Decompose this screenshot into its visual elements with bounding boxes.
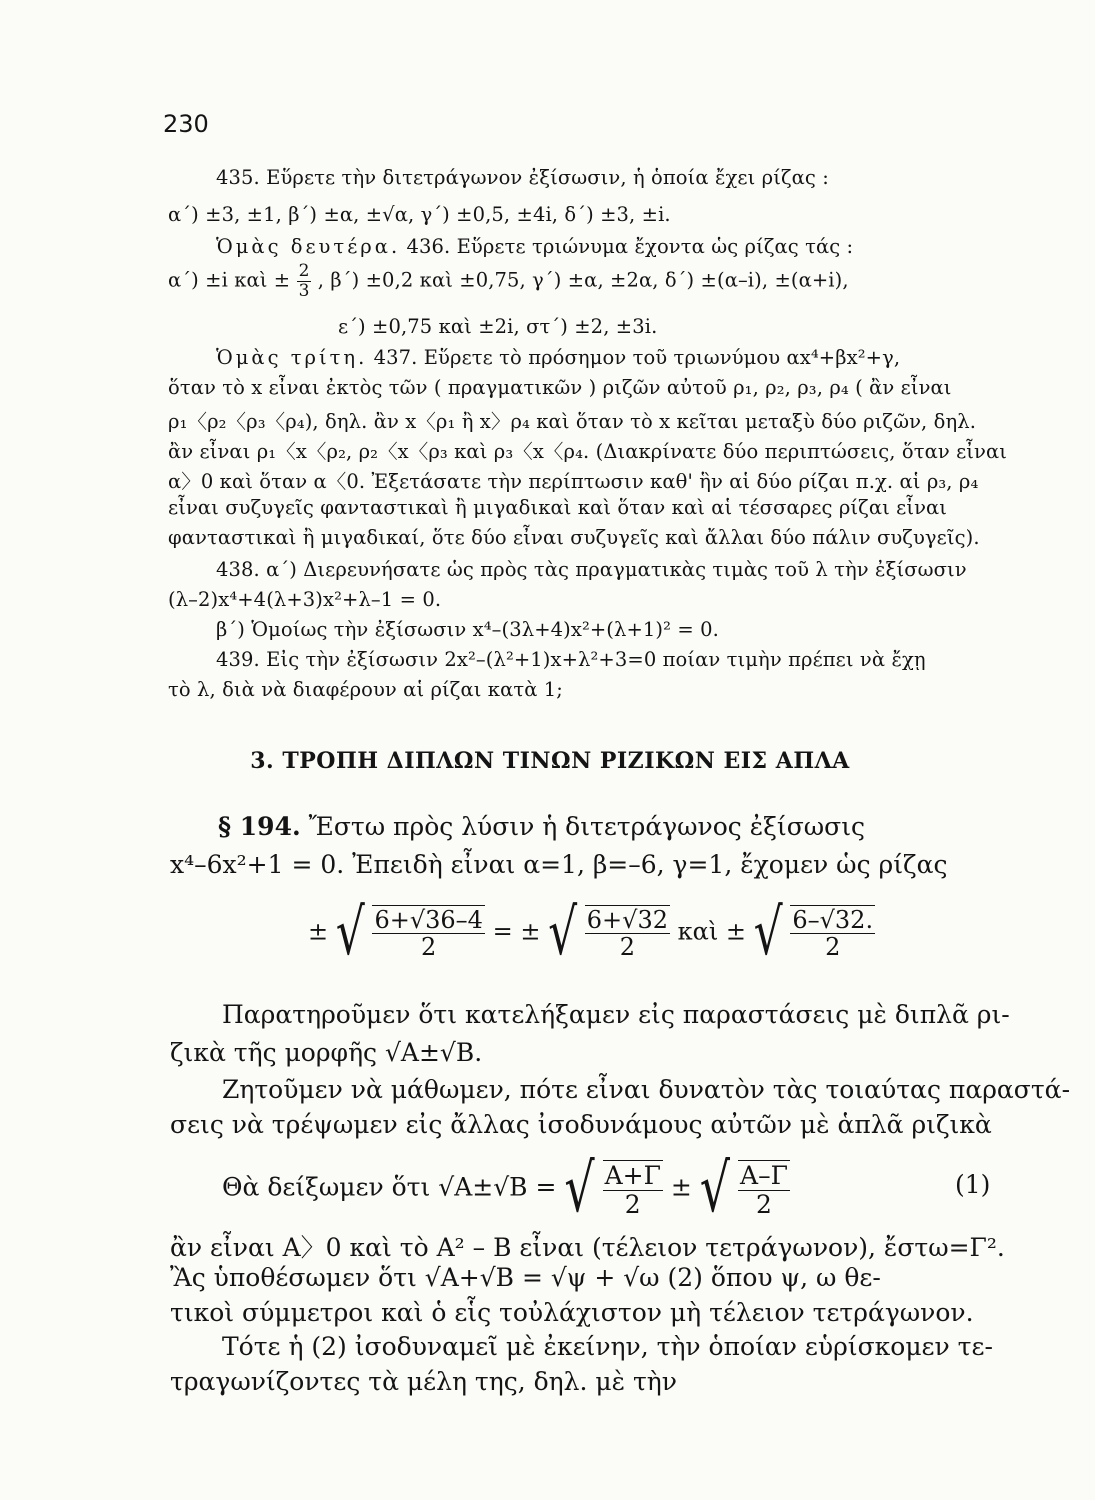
exercise-436-intro: 436. Εὕρετε τριώνυμα ἔχοντα ὡς ρίζας τάς : (406, 235, 854, 258)
exercise-439-line1: 439. Εἰς τὴν ἐξίσωσιν 2x²–(λ²+1)x+λ²+3=0 ποίαν τιμὴν πρέπει νὰ ἔχῃ (216, 648, 926, 671)
group-two-line (168, 235, 1066, 258)
equation-1-radical-1 (564, 1150, 663, 1228)
fraction-numerator: 2 (298, 261, 310, 281)
radical-sign: √ (548, 895, 578, 970)
paragraph-4-line1: Τότε ἡ (2) ἰσοδυναμεῖ μὲ ἐκείνην, τὴν ὁποίαν εὑρίσκομεν τε- (222, 1332, 993, 1361)
radical-1-fraction (372, 905, 484, 961)
equation-1-denominator-2: 2 (756, 1189, 772, 1219)
plus-minus-sign: ± (308, 917, 329, 946)
radical-3-fraction (790, 905, 875, 961)
page-number: 230 (163, 110, 209, 138)
exercise-435-options: α΄) ±3, ±1, β΄) ±α, ±√α, γ΄) ±0,5, ±4i, δ΄) ±3, ±i. (168, 203, 671, 226)
exercise-439-line2: τὸ λ, διὰ νὰ διαφέρουν αἱ ρίζαι κατὰ 1; (168, 678, 563, 701)
group-three-label: Ὁμὰς τρίτη. (216, 346, 368, 369)
equals-plus-minus: = ± (492, 917, 541, 946)
roots-equation (308, 895, 875, 970)
radical-3-numerator: 6–√32. (792, 906, 874, 934)
section-194-text: Ἔστω πρὸς λύσιν ἡ διτετράγωνος ἐξίσωσις (308, 812, 866, 841)
equation-1-numerator-1: A+Γ (604, 1161, 661, 1190)
radical-1 (335, 895, 485, 970)
equation-1-numerator-2: A–Γ (740, 1161, 788, 1190)
exercise-435-intro: 435. Εὕρετε τὴν διτετράγωνον ἐξίσωσιν, ἡ ὁποία ἔχει ρίζας : (216, 166, 829, 189)
option-a-suffix: , β΄) ±0,2 καὶ ±0,75, γ΄) ±α, ±2α, δ΄) ±(α–i), ±(α+i), (317, 268, 849, 292)
equation-1-plus-minus: ± (670, 1172, 692, 1202)
exercise-438-line3: β΄) Ὁμοίως τὴν ἐξίσωσιν x⁴–(3λ+4)x²+(λ+1)² = 0. (216, 618, 719, 641)
exercise-437-line: εἶναι συζυγεῖς φανταστικαὶ ἢ μιγαδικαὶ καὶ ὅταν καὶ αἱ τέσσαρες ρίζαι εἶναι (168, 496, 948, 519)
section-194-line1 (218, 812, 1058, 841)
radical-2-numerator: 6+√32 (586, 906, 668, 934)
radical-3 (753, 895, 875, 970)
exercise-437-line: ὅταν τὸ x εἶναι ἐκτὸς τῶν ( πραγματικῶν ) ριζῶν αὐτοῦ ρ₁, ρ₂, ρ₃, ρ₄ ( ἂν εἶναι (168, 376, 952, 399)
paragraph-1-line2: ζικὰ τῆς μορφῆς √A±√B. (170, 1038, 483, 1067)
exercise-437-line: 437. Εὕρετε τὸ πρόσημον τοῦ τριωνύμου αx⁴+βx²+γ, (373, 346, 901, 369)
paragraph-3-line1: ἂν εἶναι A〉0 καὶ τὸ A² – B εἶναι (τέλειον τετράγωνον), ἔστω=Γ². (170, 1233, 1005, 1262)
option-a-prefix: α΄) ±i καὶ ± (168, 268, 291, 292)
radical-2 (548, 895, 670, 970)
section-194-line2: x⁴–6x²+1 = 0. Ἐπειδὴ εἶναι α=1, β=–6, γ=1, ἔχομεν ὡς ρίζας (170, 850, 948, 879)
paragraph-2-line2: σεις νὰ τρέψωμεν εἰς ἄλλας ἰσοδυνάμους αὐτῶν μὲ ἁπλᾶ ριζικὰ (170, 1110, 992, 1139)
radical-2-denominator: 2 (619, 933, 636, 962)
equation-1-prefix: Θὰ δείξωμεν ὅτι √A±√B = (222, 1172, 557, 1202)
exercise-438-line1: 438. α΄) Διερευνήσατε ὡς πρὸς τὰς πραγματικὰς τιμὰς τοῦ λ τὴν ἐξίσωσιν (216, 558, 967, 581)
fraction-two-thirds (297, 262, 312, 300)
equation-1-fraction-2 (738, 1160, 790, 1218)
radical-3-denominator: 2 (825, 933, 841, 962)
exercise-436-options-line1 (168, 262, 1018, 300)
radical-1-denominator: 2 (421, 933, 437, 962)
fraction-denominator: 3 (298, 280, 310, 301)
equation-1 (222, 1150, 790, 1228)
exercise-436-options-line2: ε΄) ±0,75 καὶ ±2i, στ΄) ±2, ±3i. (338, 315, 658, 338)
paragraph-4-line2: τραγωνίζοντες τὰ μέλη της, δηλ. μὲ τὴν (170, 1367, 677, 1396)
exercise-437-line: φανταστικαὶ ἢ μιγαδικαί, ὅτε δύο εἶναι συζυγεῖς καὶ ἄλλαι δύο πάλιν συζυγεῖς). (168, 526, 980, 549)
section-mark: § 194. (218, 812, 301, 841)
paragraph-3-line2: Ἂς ὑποθέσωμεν ὅτι √A+√B = √ψ + √ω (2) ὅπου ψ, ω θε- (170, 1263, 881, 1292)
radical-sign: √ (753, 895, 783, 970)
exercise-437-line: α〉0 καὶ ὅταν α〈0. Ἐξετάσατε τὴν περίπτωσιν καθ' ἣν αἱ δύο ρίζαι π.χ. αἱ ρ₃, ρ₄ (168, 470, 979, 493)
radical-1-numerator: 6+√36–4 (374, 906, 483, 934)
radical-sign: √ (335, 895, 365, 970)
exercise-437-line: ρ₁〈ρ₂〈ρ₃〈ρ₄), δηλ. ἂν x〈ρ₁ ἢ x〉ρ₄ καὶ ὅταν τὸ x κεῖται μεταξὺ δύο ριζῶν, δηλ. (168, 410, 977, 433)
radical-sign: √ (699, 1150, 731, 1228)
equation-1-fraction-1 (603, 1160, 663, 1218)
equation-1-radical-2 (699, 1150, 790, 1228)
group-two-label: Ὁμὰς δευτέρα. (216, 235, 401, 258)
paragraph-3-line3: τικοὶ σύμμετροι καὶ ὁ εἷς τοὐλάχιστον μὴ τέλειον τετράγωνον. (170, 1298, 974, 1327)
group-three-first-line (168, 346, 1066, 369)
exercise-438-line2: (λ–2)x⁴+4(λ+3)x²+λ–1 = 0. (168, 588, 442, 611)
equation-1-denominator-1: 2 (624, 1189, 641, 1219)
paragraph-1-line1: Παρατηροῦμεν ὅτι κατελήξαμεν εἰς παραστάσεις μὲ διπλᾶ ρι- (222, 1000, 1010, 1029)
radical-sign: √ (564, 1150, 595, 1228)
radical-2-fraction (585, 905, 670, 961)
section-heading: 3. ΤΡΟΠΗ ΔΙΠΛΩΝ ΤΙΝΩΝ ΡΙΖΙΚΩΝ ΕΙΣ ΑΠΛΑ (250, 748, 850, 774)
and-plus-minus: καὶ ± (677, 917, 746, 946)
paragraph-2-line1: Ζητοῦμεν νὰ μάθωμεν, πότε εἶναι δυνατὸν τὰς τοιαύτας παραστά- (222, 1075, 1071, 1104)
equation-1-label: (1) (955, 1170, 991, 1199)
exercise-437-line: ἂν εἶναι ρ₁〈x〈ρ₂, ρ₂〈x〈ρ₃ καὶ ρ₃〈x〈ρ₄. (Διακρίνατε δύο περιπτώσεις, ὅταν εἶναι (168, 440, 1008, 463)
